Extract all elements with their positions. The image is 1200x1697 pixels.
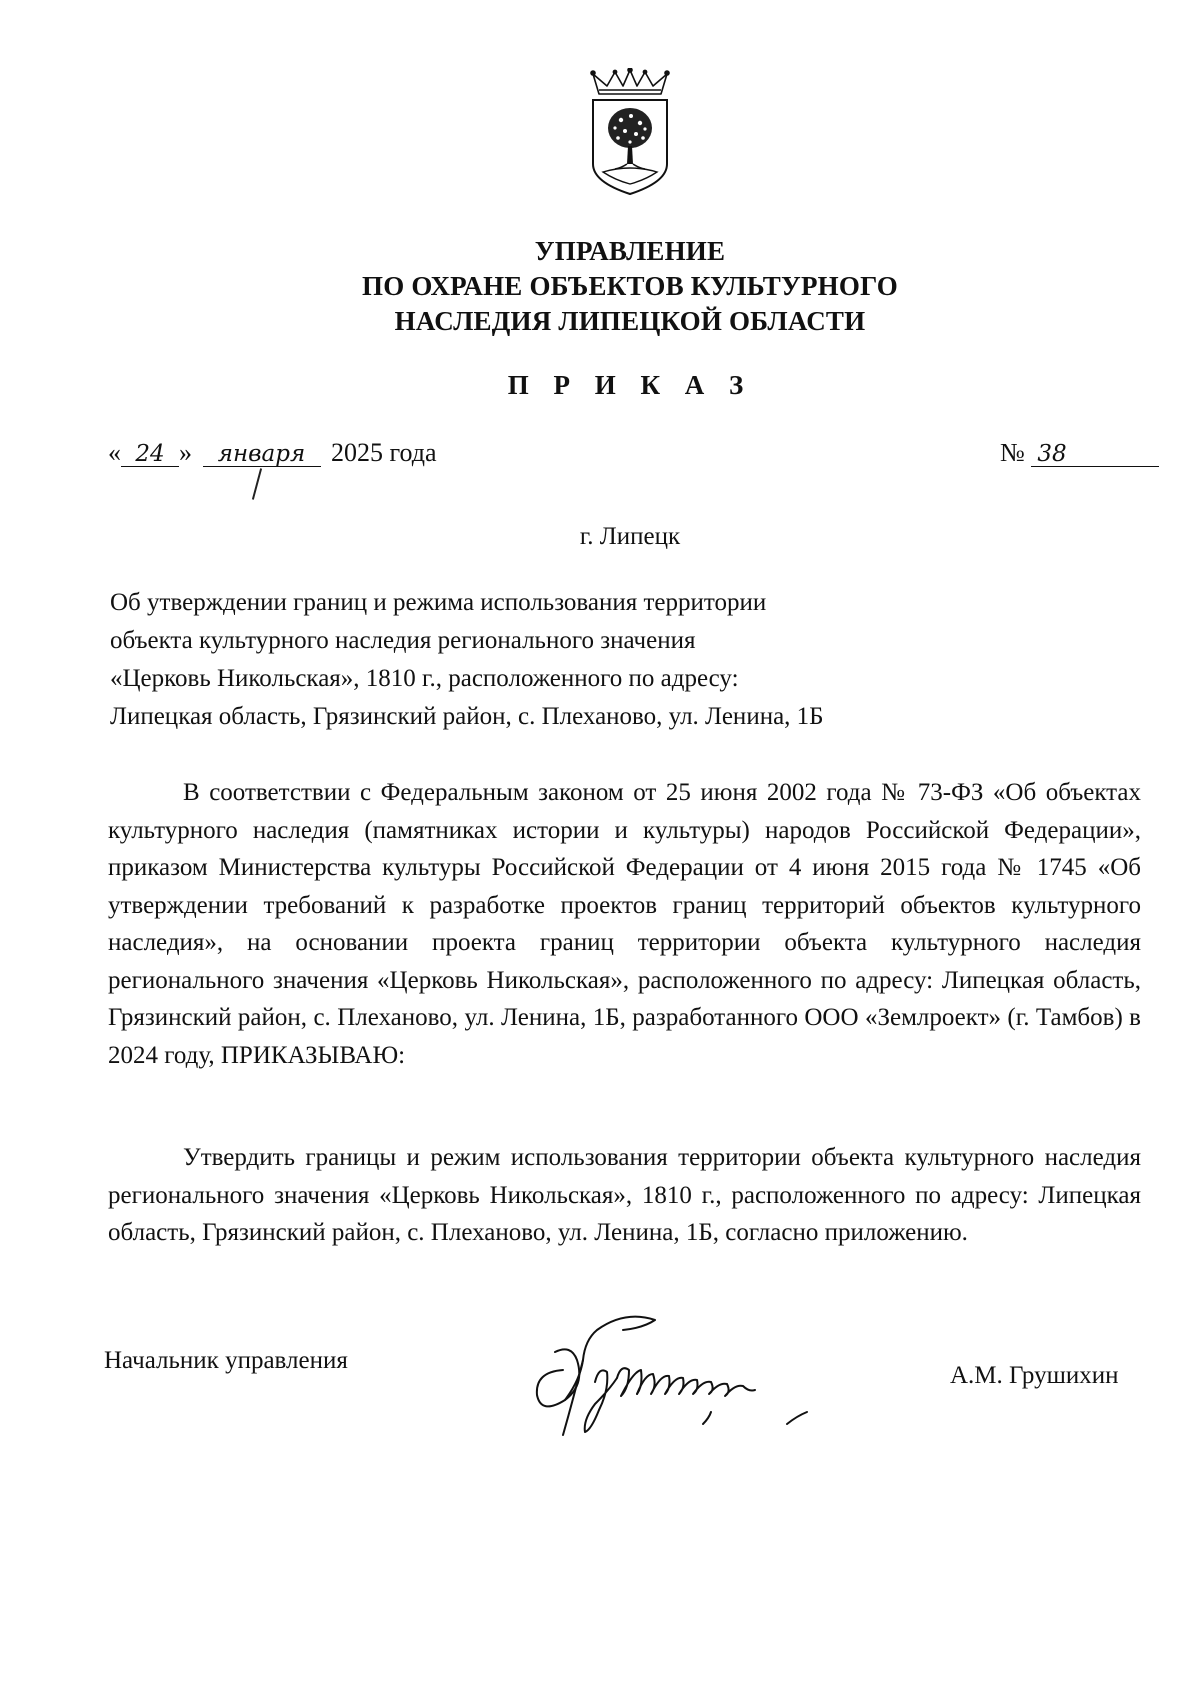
subject-line-3: «Церковь Никольская», 1810 г., расположенного по адресу:: [110, 665, 739, 692]
document-number: [1000, 438, 1159, 468]
document-city: г. Липецк: [579, 523, 681, 550]
org-name-line-1: УПРАВЛЕНИЕ: [534, 236, 726, 266]
number-sign: №: [1000, 438, 1025, 467]
org-name-line-2: ПО ОХРАНЕ ОБЪЕКТОВ КУЛЬТУРНОГО: [362, 271, 898, 301]
handwritten-signature: [525, 1300, 865, 1440]
document-title: П Р И К А З: [507, 370, 753, 400]
date-year: 2025 года: [331, 438, 437, 467]
date-close-quote: »: [179, 438, 192, 467]
subject-line-2: объекта культурного наследия регионального значения: [110, 627, 696, 654]
document-subject: [110, 584, 824, 736]
coat-of-arms-emblem: [585, 68, 675, 196]
document-date: [108, 438, 437, 468]
signatory-position: Начальник управления: [104, 1347, 348, 1374]
date-open-quote: «: [108, 438, 121, 467]
body-paragraph-2: Утвердить границы и режим использования территории объекта культурного наследия регионального значения «Церковь Никольская», 1810 г., расположенного по адресу: Липецкая область, Грязинский район, с. Плеханово, ул. Ленина, 1Б, согласно приложению.: [108, 1144, 1141, 1246]
subject-line-1: Об утверждении границ и режима использования территории: [110, 589, 767, 616]
date-month: января: [203, 442, 321, 467]
body-paragraph-1: В соответствии с Федеральным законом от 25 июня 2002 года № 73-ФЗ «Об объектах культурного наследия (памятниках истории и культуры) народов Российской Федерации», приказом Министерства культуры Российской Федерации от 4 июня 2015 года № 1745 «Об утверждении требований к разработке проектов границ территорий объектов культурного наследия», на основании проекта границ территории объекта культурного наследия регионального значения «Церковь Никольская», расположенного по адресу: Липецкая область, Грязинский район, с. Плеханово, ул. Ленина, 1Б, разработанного ООО «Землроект» (г. Тамбов) в 2024 году, ПРИКАЗЫВАЮ:: [108, 779, 1141, 1069]
subject-line-4: Липецкая область, Грязинский район, с. Плеханово, ул. Ленина, 1Б: [110, 703, 824, 730]
org-name-line-3: НАСЛЕДИЯ ЛИПЕЦКОЙ ОБЛАСТИ: [394, 306, 866, 336]
signatory-name: А.М. Грушихин: [950, 1362, 1119, 1389]
date-pen-mark: [252, 468, 262, 499]
number-value: 38: [1031, 442, 1159, 467]
date-day: 24: [121, 442, 179, 467]
